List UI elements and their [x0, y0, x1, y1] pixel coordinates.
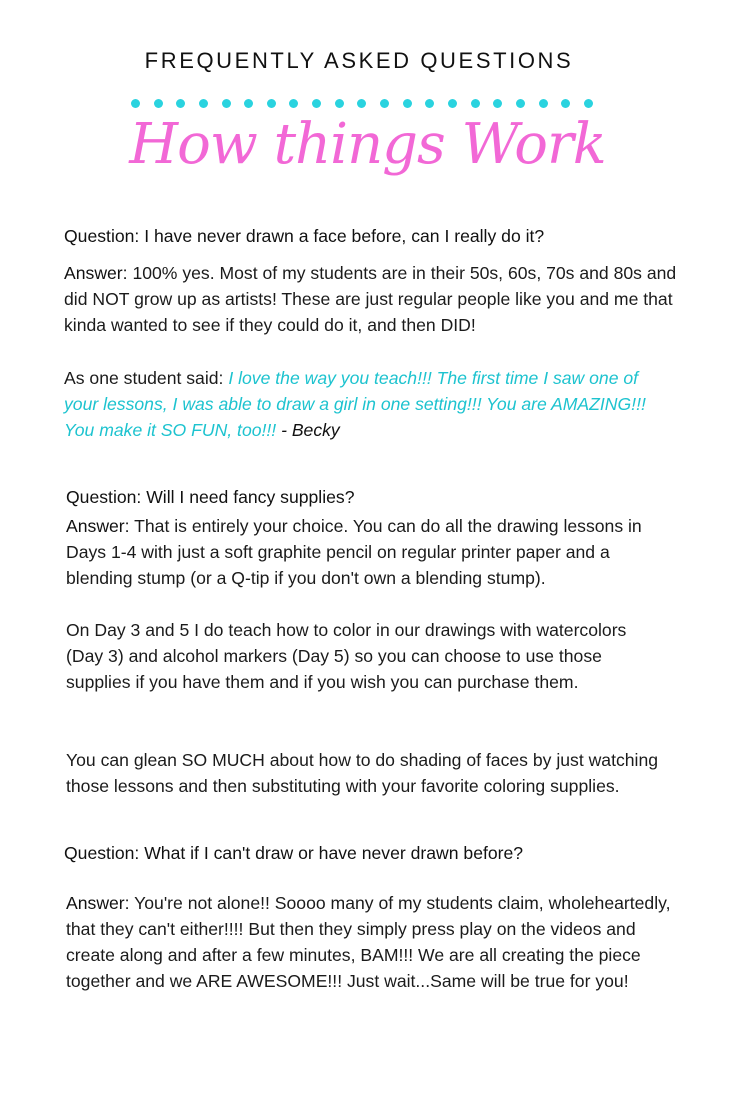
divider-dot	[131, 99, 140, 108]
divider-dot	[584, 99, 593, 108]
answer-label: Answer:	[66, 516, 130, 536]
divider-dot	[516, 99, 525, 108]
divider-dot	[267, 99, 276, 108]
dotted-divider	[131, 97, 593, 109]
divider-dot	[471, 99, 480, 108]
page-title-script: How things Work	[129, 112, 606, 177]
faq2-answer	[66, 513, 672, 591]
divider-dot	[448, 99, 457, 108]
quote-author: - Becky	[276, 420, 340, 440]
divider-dot	[312, 99, 321, 108]
divider-dot	[561, 99, 570, 108]
faq1-answer-text: 100% yes. Most of my students are in their 50s, 60s, 70s and 80s and did NOT grow up as artists! These are just regular people like you and me that kinda wanted to see if they could do it, and then DID!	[64, 263, 677, 335]
faq2-answer-text: That is entirely your choice. You can do all the drawing lessons in Days 1-4 with just a soft graphite pencil on regular printer paper and a blending stump (or a Q-tip if you don't own a blending stump).	[66, 516, 642, 588]
divider-dot	[289, 99, 298, 108]
faq2-paragraph-3: You can glean SO MUCH about how to do shading of faces by just watching those lessons and then substituting with your favorite coloring supplies.	[66, 750, 659, 796]
divider-dot	[425, 99, 434, 108]
faq3-answer-text: You're not alone!! Soooo many of my students claim, wholeheartedly, that they can't either!!!! But then they simply press play on the videos and create along and after a few minutes, BAM!!! We are all creating the piece together and we ARE AWESOME!!! Just wait...Same will be true for you!	[66, 893, 671, 991]
student-quote: I love the way you teach!!! The first time I saw one of your lessons, I was able to draw a girl in one setting!!! You are AMAZING!!! You make it SO FUN, too!!!	[64, 368, 646, 440]
faq3-answer	[66, 890, 674, 994]
answer-label: Answer:	[66, 893, 130, 913]
divider-dot	[244, 99, 253, 108]
divider-dot	[222, 99, 231, 108]
divider-dot	[380, 99, 389, 108]
faq1-testimonial	[64, 365, 672, 443]
divider-dot	[403, 99, 412, 108]
divider-dot	[154, 99, 163, 108]
faq1-question: Question: I have never drawn a face before, can I really do it?	[64, 226, 545, 246]
divider-dot	[335, 99, 344, 108]
faq2-paragraph-2: On Day 3 and 5 I do teach how to color in our drawings with watercolors (Day 3) and alcohol markers (Day 5) so you can choose to use those supplies if you have them and if you wish you can purchase them.	[66, 620, 627, 692]
divider-dot	[493, 99, 502, 108]
divider-dot	[199, 99, 208, 108]
faq-kicker: FREQUENTLY ASKED QUESTIONS	[144, 48, 574, 73]
faq1-answer	[64, 260, 678, 338]
divider-dot	[539, 99, 548, 108]
faq3-question: Question: What if I can't draw or have never drawn before?	[64, 843, 524, 863]
divider-dot	[357, 99, 366, 108]
faq2-question: Question: Will I need fancy supplies?	[66, 487, 355, 507]
quote-intro: As one student said:	[64, 368, 229, 388]
answer-label: Answer:	[64, 263, 128, 283]
divider-dot	[176, 99, 185, 108]
